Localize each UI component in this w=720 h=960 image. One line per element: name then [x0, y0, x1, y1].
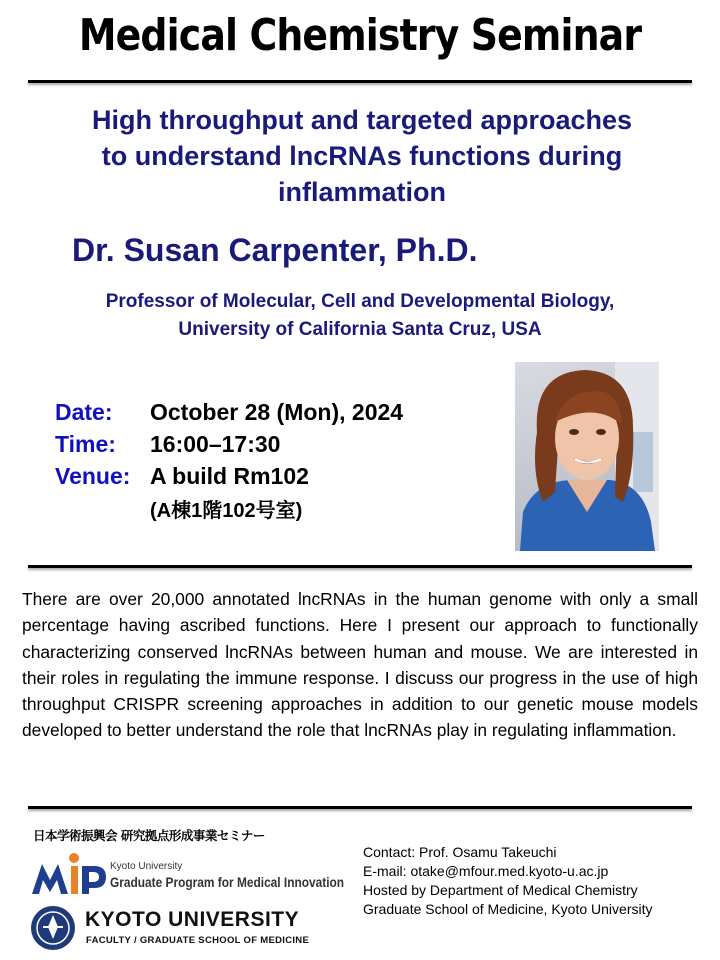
affiliation-line: University of California Santa Cruz, USA [178, 319, 542, 340]
kyoto-university-name: KYOTO UNIVERSITY [85, 908, 300, 931]
speaker-name: Dr. Susan Carpenter, Ph.D. [72, 232, 478, 268]
contact-line: Contact: Prof. Osamu Takeuchi [363, 844, 557, 860]
kyoto-university-logo [30, 903, 340, 953]
divider-top [28, 80, 692, 83]
time-value: 16:00–17:30 [150, 431, 281, 457]
talk-title-line: inflammation [277, 177, 446, 207]
mip-logo [30, 850, 345, 898]
contact-info [363, 843, 652, 919]
contact-line: Graduate School of Medicine, Kyoto University [363, 901, 653, 917]
kyoto-university-seal-icon [30, 905, 76, 951]
mip-program-label: Graduate Program for Medical Innovation [110, 874, 345, 890]
venue-japanese: (A棟1階102号室) [150, 500, 303, 522]
divider-middle [28, 565, 692, 568]
talk-title [20, 102, 704, 210]
contact-email[interactable]: E-mail: otake@mfour.med.kyoto-u.ac.jp [363, 863, 609, 879]
affiliation-line: Professor of Molecular, Cell and Developmental Biology, [105, 291, 615, 312]
mip-mark-icon [30, 850, 108, 898]
page-title: Medical Chemistry Seminar [78, 10, 642, 61]
date-value: October 28 (Mon), 2024 [150, 399, 404, 425]
jsps-seminar-label: 日本学術振興会 研究拠点形成事業セミナー [33, 828, 265, 843]
talk-title-line: High throughput and targeted approaches [91, 105, 632, 135]
abstract-text: There are over 20,000 annotated lncRNAs in the human genome with only a small percentage having ascribed functions. Here I present our approach to functionally characterizing conserved lncRNAs between human and mouse. We are interested in their roles in regulating the immune response. I discuss our progress in the use of high throughput CRISPR screening approaches in addition to our genetic mouse models developed to better understand the role that lncRNAs play in regulating inflammation. [22, 589, 698, 741]
talk-title-line: to understand lncRNAs functions during [101, 141, 623, 171]
mip-university-label: Kyoto University [110, 861, 183, 872]
faculty-label: FACULTY / GRADUATE SCHOOL OF MEDICINE [86, 935, 310, 946]
speaker-photo [515, 362, 659, 551]
venue-value: A build Rm102 [150, 463, 309, 489]
date-label: Date: [55, 399, 113, 425]
speaker-affiliation [20, 288, 700, 344]
venue-label: Venue: [55, 463, 131, 489]
divider-bottom [28, 806, 692, 809]
contact-line: Hosted by Department of Medical Chemistry [363, 882, 638, 898]
time-label: Time: [55, 431, 116, 457]
speaker-portrait-illustration [515, 362, 659, 551]
